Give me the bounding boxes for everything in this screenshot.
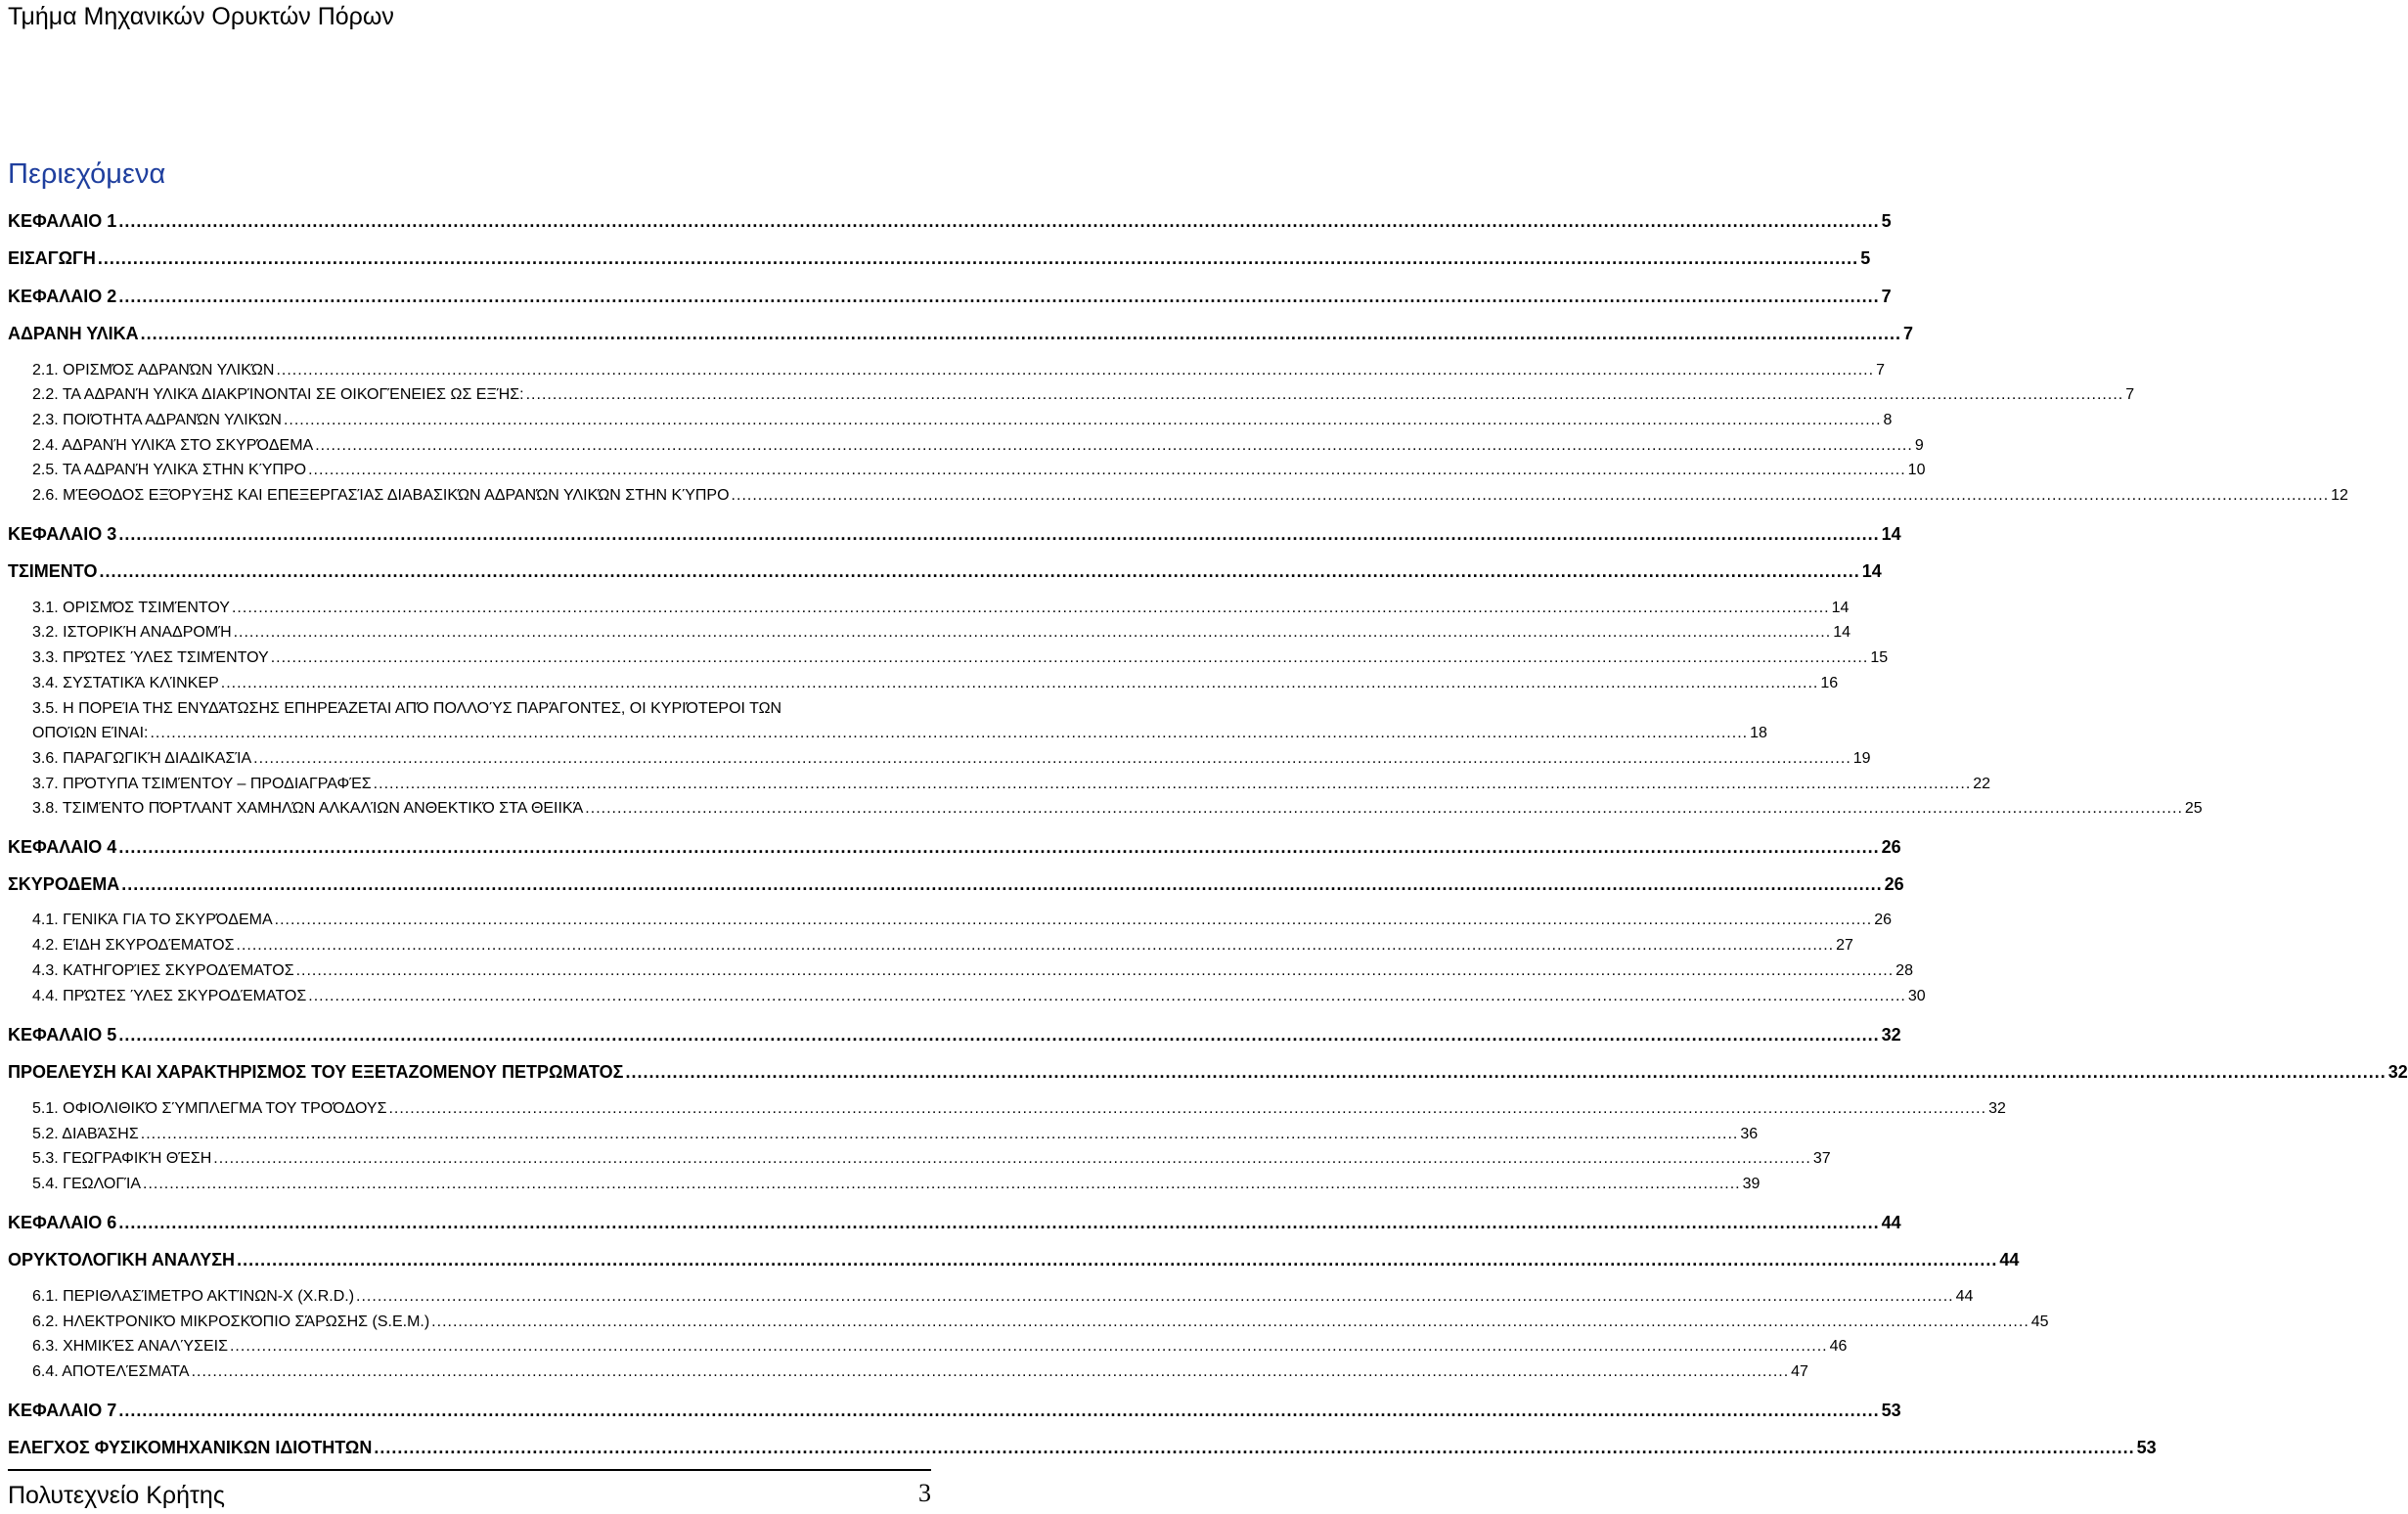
toc-section-entry[interactable] xyxy=(32,1125,1759,1144)
footer-institution: Πολυτεχνείο Κρήτης xyxy=(8,1482,225,1509)
toc-entry-label: 5.4. ΓΕΩΛΟΓΊΑ xyxy=(32,1176,141,1192)
toc-leader-dots: ............................................................................................................................................................................................................................................................................................................ xyxy=(237,1250,1998,1269)
toc-leader-dots: ............................................................................................................................................................................................................................................................................................................ xyxy=(525,386,2124,403)
toc-entry-label: 4.4. ΠΡΏΤΕΣ ΎΛΕΣ ΣΚΥΡΟΔΈΜΑΤΟΣ xyxy=(32,988,307,1004)
toc-entry-page: 14 xyxy=(1861,561,1882,581)
toc-chapter-entry[interactable] xyxy=(8,210,1892,232)
toc-section-entry-line[interactable]: 3.5. Η ΠΟΡΕΊΑ ΤΗΣ ΕΝΥΔΆΤΩΣΗΣ ΕΠΗΡΕΆΖΕΤΑΙ ΑΠΌ ΠΟΛΛΟΎΣ ΠΑΡΆΓΟΝΤΕΣ, ΟΙ ΚΥΡΙΌΤΕΡΟΙ ΤΩΝ xyxy=(32,700,782,717)
toc-leader-dots: ............................................................................................................................................................................................................................................................................................................ xyxy=(99,561,1860,581)
toc-chapter-entry[interactable] xyxy=(8,873,1904,895)
toc-entry-label: 2.6. ΜΈΘΟΔΟΣ ΕΞΌΡΥΞΗΣ ΚΑΙ ΕΠΕΞΕΡΓΑΣΊΑΣ ΔΙΑΒΑΣΙΚΏΝ ΑΔΡΑΝΏΝ ΥΛΙΚΏΝ ΣΤΗΝ ΚΎΠΡΟ xyxy=(32,487,730,504)
toc-entry-page: 18 xyxy=(1750,725,1767,741)
toc-entry-label: 3.4. ΣΥΣΤΑΤΙΚΆ ΚΛΊΝΚΕΡ xyxy=(32,675,219,691)
toc-entry-label: ΚΕΦΑΛΑΙΟ 5 xyxy=(8,1025,117,1045)
toc-entry-label: 2.5. ΤΑ ΑΔΡΑΝΉ ΥΛΙΚΆ ΣΤΗΝ ΚΎΠΡΟ xyxy=(32,462,307,478)
toc-entry-page: 46 xyxy=(1829,1338,1848,1355)
toc-leader-dots: ............................................................................................................................................................................................................................................................................................................ xyxy=(283,412,1882,428)
toc-leader-dots: ............................................................................................................................................................................................................................................................................................................ xyxy=(374,1438,2135,1457)
toc-section-entry[interactable] xyxy=(32,486,2348,506)
toc-leader-dots: ............................................................................................................................................................................................................................................................................................................ xyxy=(140,1126,1739,1142)
toc-section-entry[interactable] xyxy=(32,385,2135,405)
toc-entry-label: ΕΙΣΑΓΩΓΗ xyxy=(8,248,96,268)
toc-entry-label: ΤΣΙΜΕΝΤΟ xyxy=(8,561,98,581)
toc-leader-dots: ............................................................................................................................................................................................................................................................................................................ xyxy=(388,1100,1987,1117)
toc-entry-page: 16 xyxy=(1820,675,1839,691)
toc-entry-page: 26 xyxy=(1881,837,1901,857)
toc-leader-dots: ............................................................................................................................................................................................................................................................................................................ xyxy=(229,1338,1828,1355)
toc-entry-page: 26 xyxy=(1884,874,1904,894)
toc-entry-page: 8 xyxy=(1883,412,1893,428)
toc-section-entry[interactable] xyxy=(32,623,1851,643)
toc-entry-label: ΟΠΟΊΩΝ ΕΊΝΑΙ: xyxy=(32,725,149,741)
toc-section-entry[interactable] xyxy=(32,911,1893,930)
toc-entry-label: 5.1. ΟΦΙΟΛΙΘΙΚΌ ΣΎΜΠΛΕΓΜΑ ΤΟΥ ΤΡΟΌΔΟΥΣ xyxy=(32,1100,387,1117)
toc-entry-label: ΚΕΦΑΛΑΙΟ 4 xyxy=(8,837,117,857)
page-header: Τμήμα Μηχανικών Ορυκτών Πόρων xyxy=(8,3,394,30)
toc-entry-page: 15 xyxy=(1870,649,1889,666)
toc-entry-page: 32 xyxy=(1881,1025,1901,1045)
toc-entry-label: 6.3. ΧΗΜΙΚΈΣ ΑΝΑΛΎΣΕΙΣ xyxy=(32,1338,228,1355)
toc-entry-page: 44 xyxy=(1955,1288,1974,1305)
toc-entry-label: 4.2. ΕΊΔΗ ΣΚΥΡΟΔΈΜΑΤΟΣ xyxy=(32,937,235,954)
toc-entry-label: 6.4. ΑΠΟΤΕΛΈΣΜΑΤΑ xyxy=(32,1363,190,1380)
toc-entry-page: 5 xyxy=(1881,211,1892,231)
toc-leader-dots: ............................................................................................................................................................................................................................................................................................................ xyxy=(220,675,1819,691)
toc-leader-dots: ............................................................................................................................................................................................................................................................................................................ xyxy=(295,962,1895,979)
toc-section-entry[interactable] xyxy=(32,1099,2006,1119)
toc-section-entry[interactable] xyxy=(32,361,1885,380)
toc-entry-label: 3.6. ΠΑΡΑΓΩΓΙΚΉ ΔΙΑΔΙΚΑΣΊΑ xyxy=(32,750,252,767)
toc-entry-label: 3.7. ΠΡΌΤΥΠΑ ΤΣΙΜΈΝΤΟΥ – ΠΡΟΔΙΑΓΡΑΦΈΣ xyxy=(32,776,372,792)
toc-section-entry[interactable] xyxy=(32,1175,1761,1194)
toc-entry-page: 22 xyxy=(1973,776,1991,792)
toc-leader-dots: ............................................................................................................................................................................................................................................................................................................ xyxy=(431,1314,2029,1330)
footer-page-number: 3 xyxy=(918,1479,931,1507)
toc-leader-dots: ............................................................................................................................................................................................................................................................................................................ xyxy=(121,874,1883,894)
toc-section-entry[interactable] xyxy=(32,749,1871,769)
toc-leader-dots: ............................................................................................................................................................................................................................................................................................................ xyxy=(118,1213,1880,1232)
toc-entry-label: 2.2. ΤΑ ΑΔΡΑΝΉ ΥΛΙΚΆ ΔΙΑΚΡΊΝΟΝΤΑΙ ΣΕ ΟΙΚΟΓΈΝΕΙΕΣ ΩΣ ΕΞΉΣ: xyxy=(32,386,524,403)
toc-entry-page: 53 xyxy=(2136,1438,2157,1457)
toc-entry-page: 9 xyxy=(1914,437,1924,454)
toc-entry-label: 2.4. ΑΔΡΑΝΉ ΥΛΙΚΆ ΣΤΟ ΣΚΥΡΌΔΕΜΑ xyxy=(32,437,314,454)
toc-leader-dots: ............................................................................................................................................................................................................................................................................................................ xyxy=(373,776,1972,792)
toc-leader-dots: ............................................................................................................................................................................................................................................................................................................ xyxy=(253,750,1851,767)
toc-section-entry[interactable] xyxy=(32,724,1767,743)
toc-leader-dots: ............................................................................................................................................................................................................................................................................................................ xyxy=(191,1363,1790,1380)
toc-entry-page: 30 xyxy=(1907,988,1926,1004)
toc-section-entry[interactable] xyxy=(32,987,1926,1006)
toc-entry-label: ΚΕΦΑΛΑΙΟ 1 xyxy=(8,211,117,231)
toc-entry-label: 4.1. ΓΕΝΙΚΆ ΓΙΑ ΤΟ ΣΚΥΡΌΔΕΜΑ xyxy=(32,912,273,928)
toc-chapter-entry[interactable] xyxy=(8,560,1882,582)
toc-leader-dots: ............................................................................................................................................................................................................................................................................................................ xyxy=(140,324,1901,343)
toc-entry-label: ΑΔΡΑΝΗ ΥΛΙΚΑ xyxy=(8,324,139,343)
toc-section-entry[interactable] xyxy=(32,674,1839,693)
toc-chapter-entry[interactable] xyxy=(8,836,1901,858)
toc-entry-label: ΚΕΦΑΛΑΙΟ 7 xyxy=(8,1401,117,1420)
toc-leader-dots: ............................................................................................................................................................................................................................................................................................................ xyxy=(118,1025,1880,1045)
toc-entry-page: 25 xyxy=(2184,800,2203,817)
toc-title: Περιεχόμενα xyxy=(8,158,166,190)
toc-entry-page: 44 xyxy=(1999,1250,2020,1269)
toc-chapter-entry[interactable] xyxy=(8,523,1901,545)
toc-entry-page: 32 xyxy=(2387,1062,2408,1082)
toc-entry-label: 5.2. ΔΙΑΒΆΣΗΣ xyxy=(32,1126,139,1142)
toc-entry-page: 10 xyxy=(1907,462,1926,478)
toc-entry-page: 14 xyxy=(1831,600,1850,616)
toc-entry-page: 26 xyxy=(1874,912,1893,928)
toc-entry-page: 47 xyxy=(1791,1363,1808,1380)
toc-entry-label: ΣΚΥΡΟΔΕΜΑ xyxy=(8,874,120,894)
toc-entry-page: 28 xyxy=(1895,962,1913,979)
toc-section-entry[interactable] xyxy=(32,436,1924,456)
toc-entry-page: 45 xyxy=(2030,1314,2049,1330)
toc-entry-page: 32 xyxy=(1988,1100,2006,1117)
toc-entry-page: 39 xyxy=(1742,1176,1761,1192)
toc-leader-dots: ............................................................................................................................................................................................................................................................................................................ xyxy=(276,362,1875,378)
toc-entry-page: 12 xyxy=(2331,487,2348,504)
toc-chapter-entry[interactable] xyxy=(8,1400,1901,1421)
toc-section-entry[interactable] xyxy=(32,936,1853,956)
toc-chapter-entry[interactable] xyxy=(8,1024,1901,1046)
toc-leader-dots: ............................................................................................................................................................................................................................................................................................................ xyxy=(118,837,1880,857)
toc-entry-label: 6.2. ΗΛΕΚΤΡΟΝΙΚΌ ΜΙΚΡΟΣΚΌΠΙΟ ΣΆΡΩΣΗΣ (S.E.M.) xyxy=(32,1314,430,1330)
toc-chapter-entry[interactable] xyxy=(8,1061,2408,1083)
toc-entry-label: 5.3. ΓΕΩΓΡΑΦΙΚΉ ΘΈΣΗ xyxy=(32,1150,212,1167)
toc-leader-dots: ............................................................................................................................................................................................................................................................................................................ xyxy=(274,912,1873,928)
toc-section-entry[interactable] xyxy=(32,648,1889,668)
toc-chapter-entry[interactable] xyxy=(8,1212,1901,1233)
toc-leader-dots: ............................................................................................................................................................................................................................................................................................................ xyxy=(270,649,1869,666)
toc-section-entry[interactable] xyxy=(32,1362,1808,1382)
toc-entry-page: 7 xyxy=(1876,362,1885,378)
toc-section-entry[interactable] xyxy=(32,961,1913,981)
toc-leader-dots: ............................................................................................................................................................................................................................................................................................................ xyxy=(118,524,1880,544)
toc-section-entry[interactable] xyxy=(32,1287,1974,1307)
toc-entry-label: ΚΕΦΑΛΑΙΟ 2 xyxy=(8,287,117,306)
toc-section-entry[interactable] xyxy=(32,1313,2049,1332)
toc-entry-label: 2.3. ΠΟΙΌΤΗΤΑ ΑΔΡΑΝΏΝ ΥΛΙΚΏΝ xyxy=(32,412,282,428)
toc-entry-page: 5 xyxy=(1860,248,1871,268)
toc-leader-dots: ............................................................................................................................................................................................................................................................................................................ xyxy=(308,462,1906,478)
toc-leader-dots: ............................................................................................................................................................................................................................................................................................................ xyxy=(236,937,1835,954)
toc-entry-page: 19 xyxy=(1852,750,1871,767)
toc-section-entry[interactable] xyxy=(32,775,1991,794)
toc-entry-label: 4.3. ΚΑΤΗΓΟΡΊΕΣ ΣΚΥΡΟΔΈΜΑΤΟΣ xyxy=(32,962,294,979)
toc-entry-label: 6.1. ΠΕΡΙΘΛΑΣΊΜΕΤΡΟ ΑΚΤΊΝΩΝ-Χ (X.R.D.) xyxy=(32,1288,355,1305)
toc-leader-dots: ............................................................................................................................................................................................................................................................................................................ xyxy=(315,437,1913,454)
toc-section-entry[interactable] xyxy=(32,1149,1831,1169)
toc-entry-label: ΠΡΟΕΛΕΥΣΗ ΚΑΙ ΧΑΡΑΚΤΗΡΙΣΜΟΣ ΤΟΥ ΕΞΕΤΑΖΟΜΕΝΟΥ ΠΕΤΡΩΜΑΤΟΣ xyxy=(8,1062,624,1082)
toc-entry-label: ΟΡΥΚΤΟΛΟΓΙΚΗ ΑΝΑΛΥΣΗ xyxy=(8,1250,236,1269)
toc-section-entry[interactable] xyxy=(32,411,1893,430)
toc-entry-page: 53 xyxy=(1881,1401,1901,1420)
toc-entry-label: 3.1. ΟΡΙΣΜΌΣ ΤΣΙΜΈΝΤΟΥ xyxy=(32,600,230,616)
toc-entry-page: 14 xyxy=(1833,624,1851,641)
toc-leader-dots: ............................................................................................................................................................................................................................................................................................................ xyxy=(150,725,1749,741)
toc-entry-page: 44 xyxy=(1881,1213,1901,1232)
toc-entry-label: 3.8. ΤΣΙΜΈΝΤΟ ΠΌΡΤΛΑΝΤ ΧΑΜΗΛΏΝ ΑΛΚΑΛΊΩΝ ΑΝΘΕΚΤΙΚΌ ΣΤΑ ΘΕΙΙΚΆ xyxy=(32,800,584,817)
toc-entry-label: ΚΕΦΑΛΑΙΟ 3 xyxy=(8,524,117,544)
toc-leader-dots: ............................................................................................................................................................................................................................................................................................................ xyxy=(585,800,2183,817)
toc-entry-page: 14 xyxy=(1881,524,1901,544)
toc-chapter-entry[interactable] xyxy=(8,247,1871,269)
toc-entry-page: 7 xyxy=(1881,287,1892,306)
toc-leader-dots: ............................................................................................................................................................................................................................................................................................................ xyxy=(231,600,1830,616)
toc-entry-page: 37 xyxy=(1812,1150,1831,1167)
toc-chapter-entry[interactable] xyxy=(8,323,1913,344)
toc-entry-page: 36 xyxy=(1740,1126,1759,1142)
toc-section-entry[interactable] xyxy=(32,461,1926,480)
toc-leader-dots: ............................................................................................................................................................................................................................................................................................................ xyxy=(356,1288,1954,1305)
toc-chapter-entry[interactable] xyxy=(8,286,1892,307)
toc-leader-dots: ............................................................................................................................................................................................................................................................................................................ xyxy=(143,1176,1741,1192)
toc-leader-dots: ............................................................................................................................................................................................................................................................................................................ xyxy=(731,487,2330,504)
toc-leader-dots: ............................................................................................................................................................................................................................................................................................................ xyxy=(213,1150,1811,1167)
toc-leader-dots: ............................................................................................................................................................................................................................................................................................................ xyxy=(308,988,1906,1004)
toc-leader-dots: ............................................................................................................................................................................................................................................................................................................ xyxy=(625,1062,2386,1082)
toc-entry-label: ΕΛΕΓΧΟΣ ΦΥΣΙΚΟΜΗΧΑΝΙΚΩΝ ΙΔΙΟΤΗΤΩΝ xyxy=(8,1438,373,1457)
toc-leader-dots: ............................................................................................................................................................................................................................................................................................................ xyxy=(118,1401,1880,1420)
toc-leader-dots: ............................................................................................................................................................................................................................................................................................................ xyxy=(118,287,1880,306)
toc-section-entry[interactable] xyxy=(32,599,1850,618)
toc-entry-page: 7 xyxy=(1902,324,1913,343)
toc-entry-label: ΚΕΦΑΛΑΙΟ 6 xyxy=(8,1213,117,1232)
footer-divider xyxy=(8,1469,931,1471)
toc-leader-dots: ............................................................................................................................................................................................................................................................................................................ xyxy=(97,248,1859,268)
toc-leader-dots: ............................................................................................................................................................................................................................................................................................................ xyxy=(233,624,1832,641)
toc-section-entry[interactable] xyxy=(32,1337,1848,1357)
toc-entry-label: 3.2. ΙΣΤΟΡΙΚΉ ΑΝΑΔΡΟΜΉ xyxy=(32,624,232,641)
toc-entry-page: 27 xyxy=(1836,937,1853,954)
toc-section-entry[interactable] xyxy=(32,799,2203,819)
toc-entry-page: 7 xyxy=(2125,386,2135,403)
toc-chapter-entry[interactable] xyxy=(8,1437,2157,1458)
toc-entry-label: 3.3. ΠΡΏΤΕΣ ΎΛΕΣ ΤΣΙΜΈΝΤΟΥ xyxy=(32,649,269,666)
toc-entry-label: 2.1. ΟΡΙΣΜΌΣ ΑΔΡΑΝΏΝ ΥΛΙΚΏΝ xyxy=(32,362,275,378)
toc-leader-dots: ............................................................................................................................................................................................................................................................................................................ xyxy=(118,211,1880,231)
toc-chapter-entry[interactable] xyxy=(8,1249,2020,1270)
